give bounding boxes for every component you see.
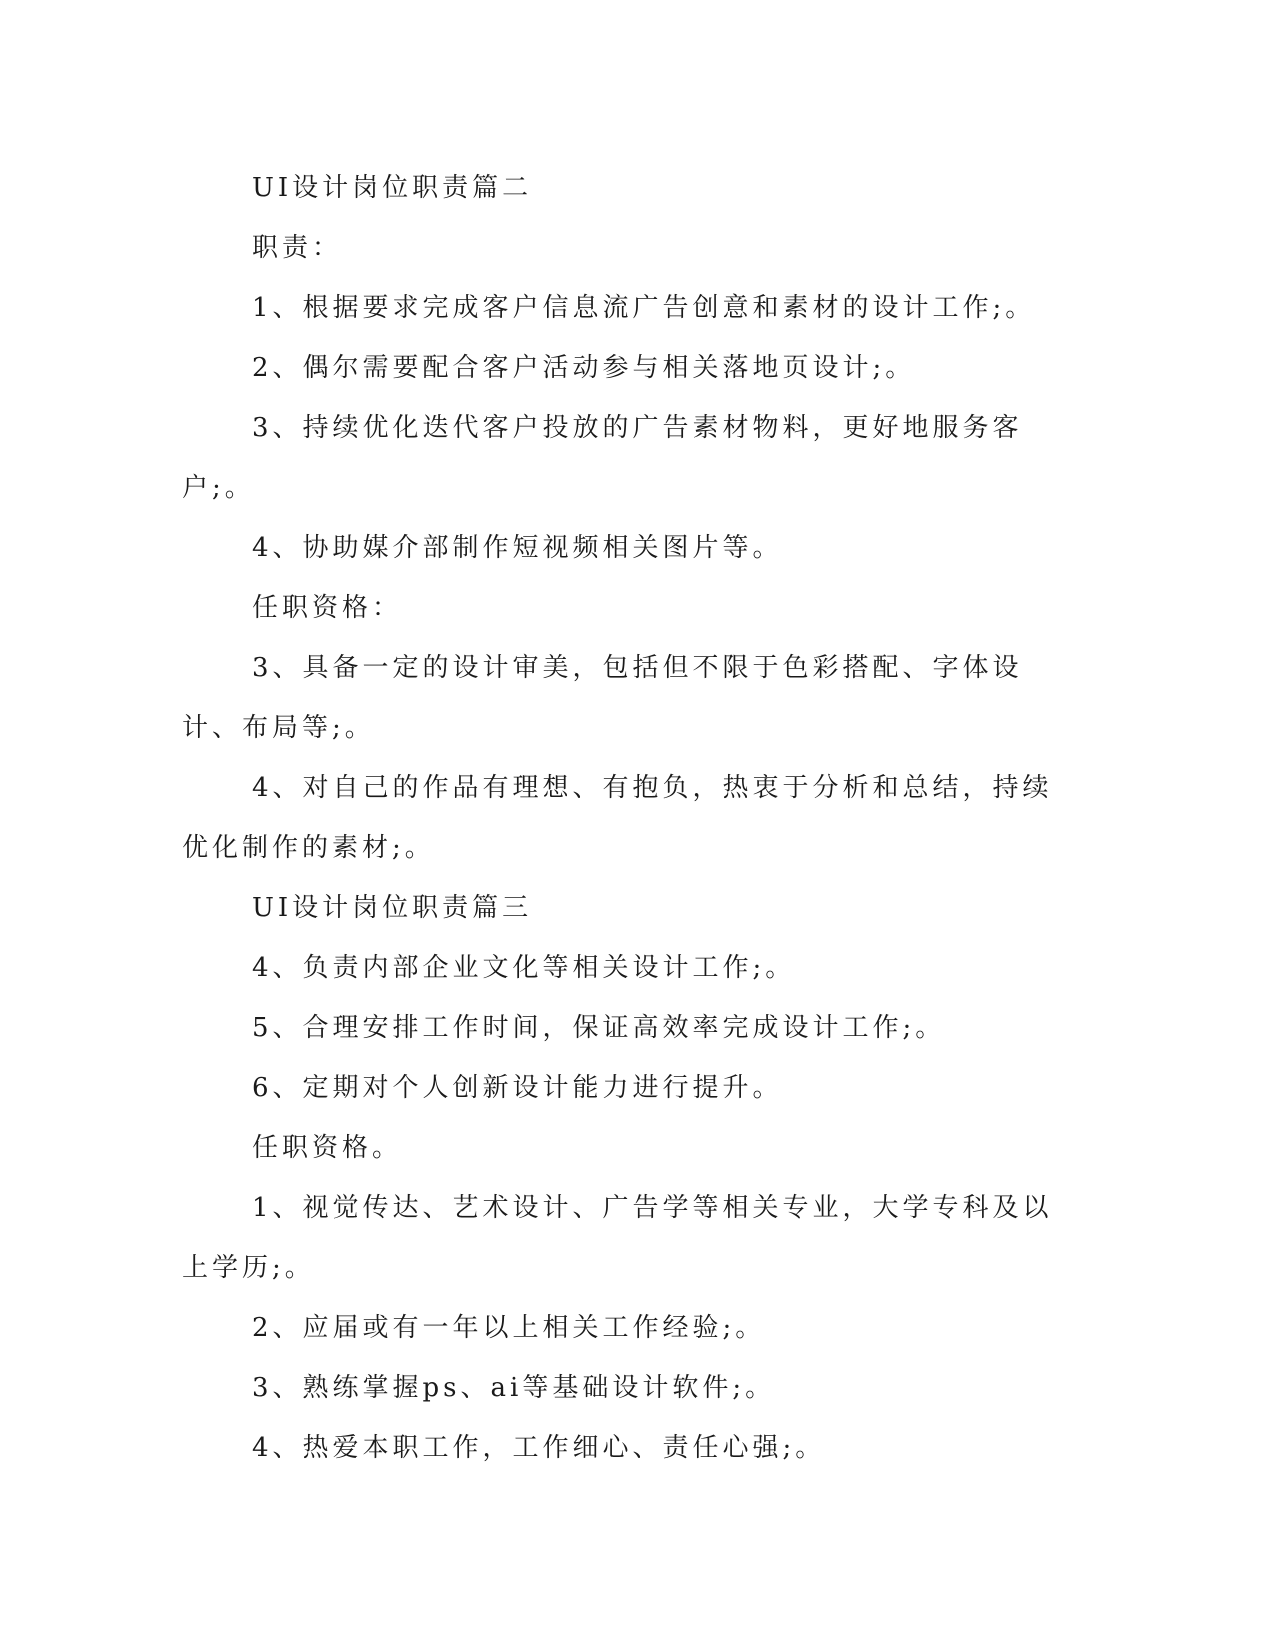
list-item: 4、对自己的作品有理想、有抱负，热衷于分析和总结，持续优化制作的素材;。: [182, 773, 1053, 863]
section-heading: UI设计岗位职责篇二: [252, 173, 533, 203]
list-item: 4、协助媒介部制作短视频相关图片等。: [252, 533, 783, 563]
subheading: 任职资格。: [252, 1133, 403, 1163]
list-item: 5、合理安排工作时间，保证高效率完成设计工作;。: [252, 1013, 946, 1043]
list-item: 3、具备一定的设计审美，包括但不限于色彩搭配、字体设计、布局等;。: [182, 653, 1023, 743]
list-item: 3、熟练掌握ps、ai等基础设计软件;。: [252, 1373, 776, 1403]
list-item: 3、持续优化迭代客户投放的广告素材物料，更好地服务客户;。: [182, 413, 1023, 503]
list-item: 2、偶尔需要配合客户活动参与相关落地页设计;。: [252, 353, 916, 383]
subheading: 职责：: [252, 233, 343, 263]
section-heading: UI设计岗位职责篇三: [252, 893, 533, 923]
list-item: 1、视觉传达、艺术设计、广告学等相关专业，大学专科及以上学历;。: [182, 1193, 1053, 1283]
list-item: 6、定期对个人创新设计能力进行提升。: [252, 1073, 783, 1103]
subheading: 任职资格：: [252, 593, 403, 623]
list-item: 4、负责内部企业文化等相关设计工作;。: [252, 953, 796, 983]
list-item: 1、根据要求完成客户信息流广告创意和素材的设计工作;。: [252, 293, 1036, 323]
document-body: [182, 158, 1062, 1478]
list-item: 2、应届或有一年以上相关工作经验;。: [252, 1313, 766, 1343]
list-item: 4、热爱本职工作，工作细心、责任心强;。: [252, 1433, 826, 1463]
